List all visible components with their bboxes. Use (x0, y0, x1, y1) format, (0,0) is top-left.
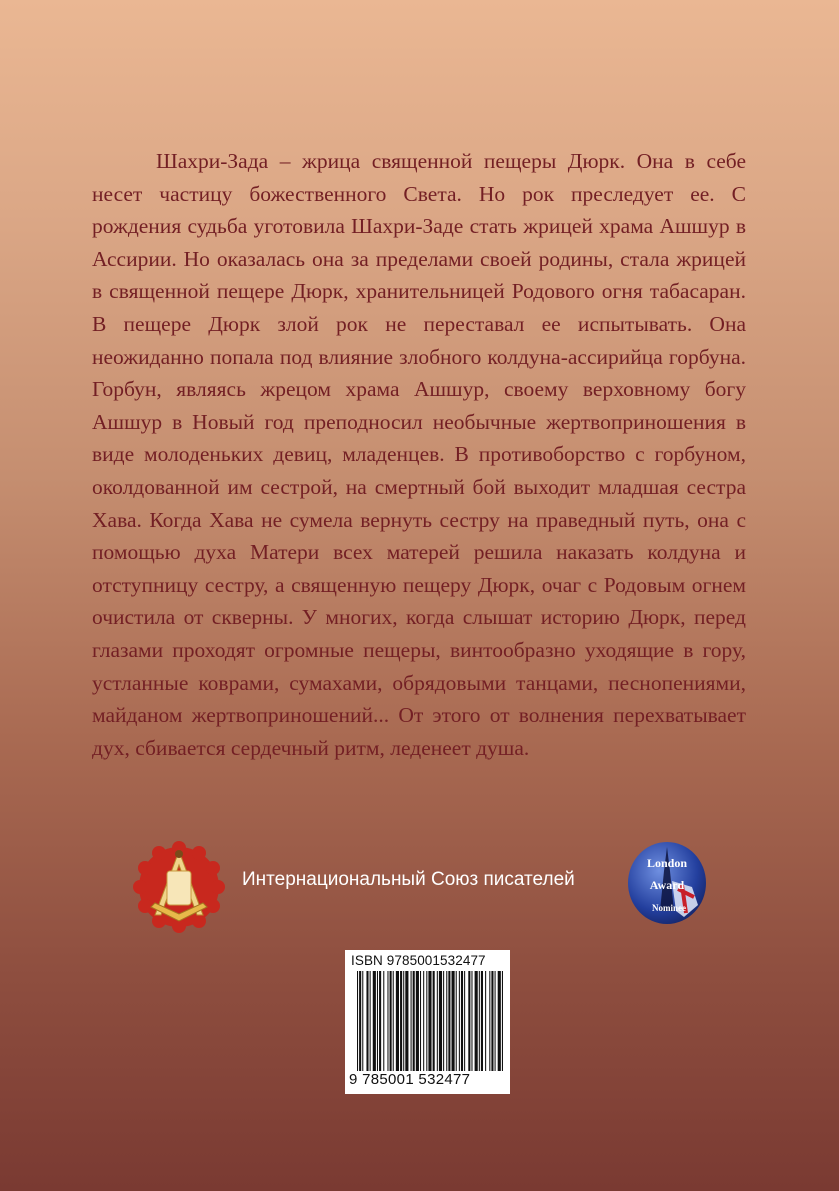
barcode-bar (403, 971, 404, 1071)
barcode-bar (459, 971, 460, 1071)
barcode-bar (479, 971, 480, 1071)
barcode-bar (396, 971, 399, 1071)
barcode-bar (446, 971, 447, 1071)
barcode-bar (471, 971, 472, 1071)
description-paragraph: Шахри-Зада – жрица священной пещеры Дюрк. Она в себе несет частицу божественного Света. Но рок преследует ее. С рождения судьба уготовила Шахри-Заде стать жрицей храма Ашшур в Ассирии. Но оказалась она за пределами своей родины, стала жрицей в священной пещере Дюрк, хранительницей Родового огня табасаран. В пещере Дюрк злой рок не переставал ее испытывать. Она неожиданно попала под влияние злобного колдуна-ассирийца горбуна. Горбун, являясь жрецом храма Ашшур, своему верховному богу Ашшур в Новый год преподносил необычные жертвоприношения в виде молоденьких девиц, младенцев. В противоборство с горбуном, околдованной им сестрой, на смертный бой выходит младшая сестра Хава. Когда Хава не сумела вернуть сестру на праведный путь, она с помощью духа Матери всех матерей решила наказать колдуна и отступницу сестру, а священную пещеру Дюрк, очаг с Родовым огнем очистила от скверны. У многих, когда слышат историю Дюрк, перед глазами проходят огромные пещеры, винтообразно уходящие в гору, устланные коврами, сумахами, обрядовыми танцами, песнопениями, майданом жертвоприношений... От этого от волнения перехватывает дух, сбивается сердечный ритм, леденеет душа. (92, 149, 746, 760)
barcode-bar (393, 971, 394, 1071)
barcode-bar (437, 971, 438, 1071)
barcode-bar (383, 971, 384, 1071)
masonic-emblem-icon (133, 841, 225, 933)
barcode-bar (468, 971, 470, 1071)
emblem-text-line-2: Award (649, 878, 685, 892)
barcode-bar (491, 971, 493, 1071)
barcode-bar (413, 971, 415, 1071)
london-award-emblem-icon (626, 841, 708, 925)
isbn-digits: 9 785001 532477 (349, 1071, 507, 1088)
barcode-bar (428, 971, 431, 1079)
barcode-bar (357, 971, 358, 1079)
barcode-bar (373, 971, 376, 1071)
barcode-bar (400, 971, 402, 1071)
barcode-bar (411, 971, 412, 1071)
emblem-text-line-1: London (646, 856, 688, 870)
publisher-name: Интернациональный Союз писателей (242, 869, 575, 890)
isbn-barcode (345, 950, 510, 1094)
barcode-bar (405, 971, 408, 1071)
publisher-row (0, 835, 839, 930)
barcode-bar (485, 971, 486, 1071)
barcode-bar (420, 971, 421, 1071)
barcode-bar (495, 971, 496, 1071)
barcode-bar (502, 971, 503, 1079)
barcode-bars (357, 971, 503, 1079)
emblem-text-line-3: Nominee (652, 903, 686, 913)
barcode-bar (498, 971, 501, 1071)
barcode-bar (387, 971, 388, 1071)
barcode-bar (475, 971, 478, 1071)
barcode-bar (423, 971, 424, 1071)
barcode-bar (456, 971, 457, 1071)
barcode-bar (362, 971, 363, 1071)
barcode-bar (443, 971, 444, 1071)
barcode-bar (452, 971, 455, 1071)
barcode-bar (426, 971, 427, 1071)
barcode-bar (416, 971, 419, 1071)
barcode-bar (359, 971, 361, 1079)
barcode-bar (370, 971, 371, 1071)
barcode-bar (377, 971, 378, 1071)
barcode-bar (489, 971, 490, 1071)
barcode-bar (464, 971, 465, 1071)
barcode-bar (433, 971, 435, 1079)
barcode-bar (448, 971, 450, 1071)
barcode-bar (390, 971, 392, 1071)
barcode-bar (461, 971, 463, 1071)
barcode-bar (366, 971, 368, 1071)
barcode-bar (481, 971, 483, 1071)
book-description (92, 145, 746, 764)
isbn-label: ISBN 9785001532477 (351, 953, 486, 968)
barcode-bar (379, 971, 381, 1071)
barcode-bar (439, 971, 442, 1071)
